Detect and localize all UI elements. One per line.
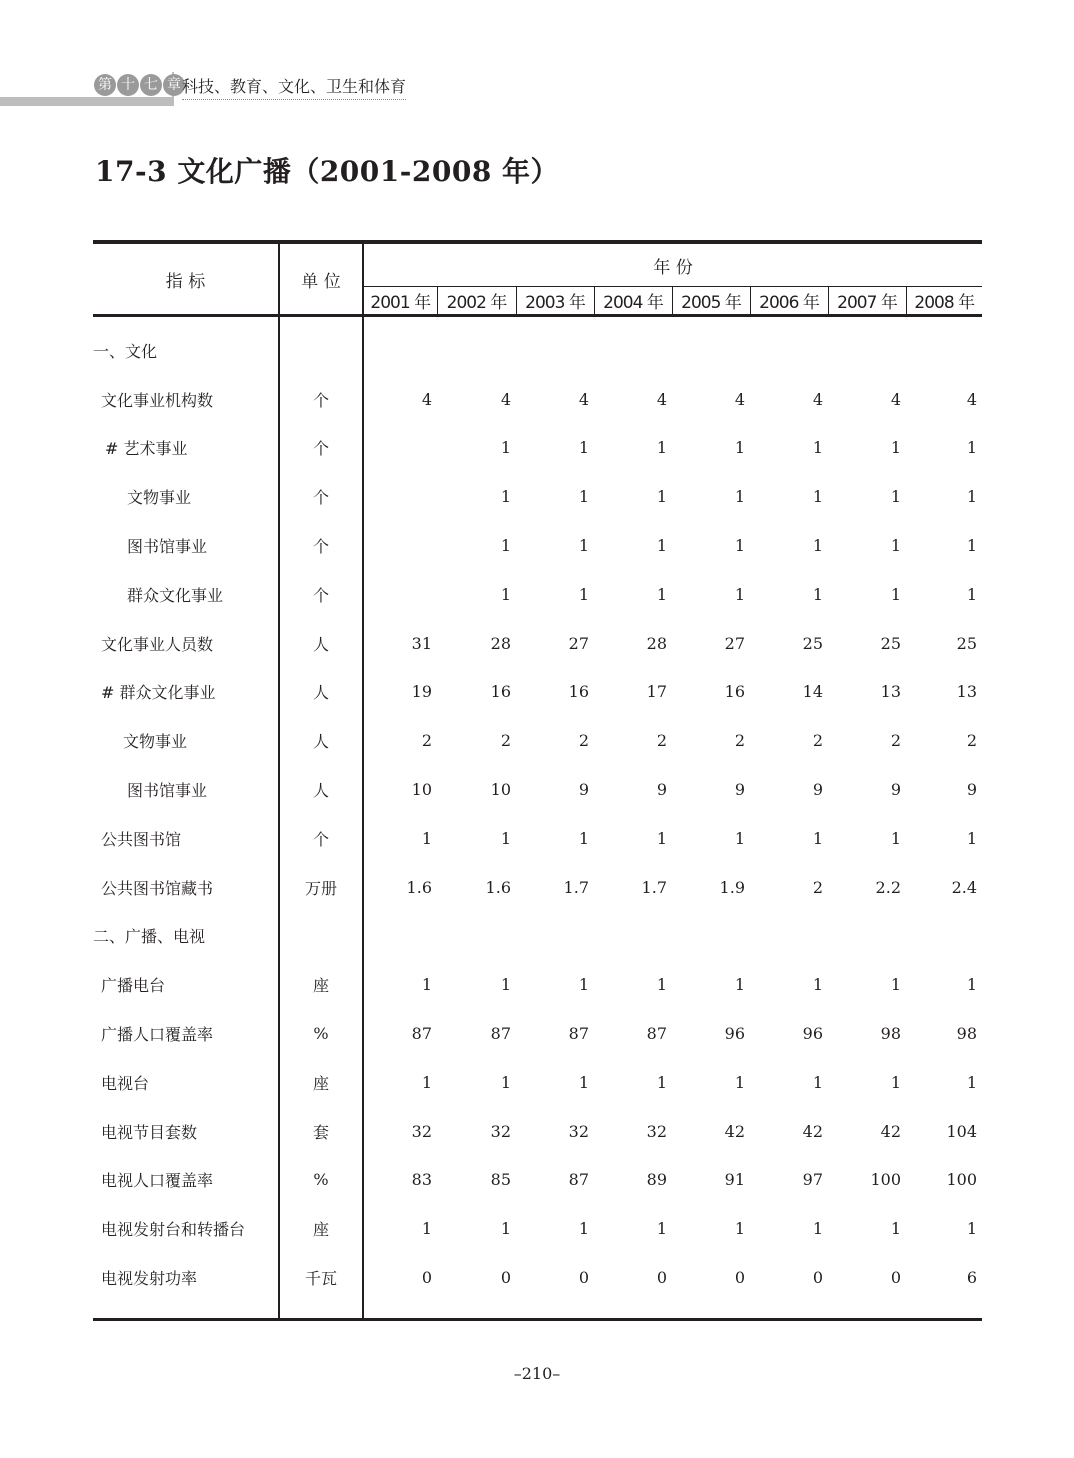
value-cell: 1 [890, 536, 901, 556]
value-cell: 1 [500, 1072, 511, 1092]
table-row [93, 619, 982, 668]
value-cell: 89 [646, 1170, 667, 1190]
row-label: 公共图书馆藏书 [93, 863, 279, 912]
value-cell [672, 912, 750, 961]
row-unit: 人 [279, 619, 363, 668]
value-cell: 1 [734, 828, 745, 848]
value-cell: 2 [812, 877, 823, 897]
year-header: 2004 年 [594, 287, 672, 316]
value-cell: 9 [734, 780, 745, 800]
value-cell [437, 912, 516, 961]
page-number: –210– [513, 1364, 561, 1383]
value-cell: 9 [966, 780, 978, 800]
value-cell: 104 [946, 1121, 978, 1141]
value-cell: 13 [880, 682, 901, 702]
value-cell: 1 [812, 975, 823, 995]
value-cell: 1 [966, 1072, 978, 1092]
value-cell: 2 [734, 731, 745, 751]
row-label: 一、文化 [93, 326, 279, 375]
table-row [93, 716, 982, 765]
year-header: 2002 年 [437, 287, 516, 316]
value-cell: 1 [656, 584, 667, 604]
value-cell: 28 [490, 633, 511, 653]
data-table [93, 240, 982, 1321]
value-cell: 25 [956, 633, 978, 653]
value-cell: 2 [500, 731, 511, 751]
row-unit: 人 [279, 716, 363, 765]
table-row [93, 1253, 982, 1302]
value-cell: 14 [802, 682, 823, 702]
value-cell: 2.4 [951, 877, 978, 897]
value-cell: 1 [966, 487, 978, 507]
table-row [93, 765, 982, 814]
value-cell: 1 [500, 828, 511, 848]
value-cell: 87 [411, 1024, 432, 1044]
value-cell: 0 [812, 1268, 823, 1288]
row-label: # 群众文化事业 [93, 668, 279, 717]
value-cell: 17 [646, 682, 667, 702]
value-cell: 10 [411, 780, 432, 800]
value-cell: 16 [568, 682, 589, 702]
row-label: 文物事业 [93, 472, 279, 521]
value-cell: 1 [578, 1072, 589, 1092]
value-cell [594, 326, 672, 375]
value-cell: 1 [812, 536, 823, 556]
value-cell [363, 472, 437, 521]
table-row [93, 521, 982, 570]
table-row [93, 1058, 982, 1107]
value-cell: 1 [500, 584, 511, 604]
row-label: 电视发射台和转播台 [93, 1204, 279, 1253]
value-cell: 32 [568, 1121, 589, 1141]
col-years-group-header: 年 份 [653, 257, 693, 278]
value-cell [363, 326, 437, 375]
value-cell: 42 [802, 1121, 823, 1141]
row-unit: 个 [279, 521, 363, 570]
value-cell: 1 [890, 584, 901, 604]
value-cell: 1 [421, 1219, 432, 1239]
table-row [93, 668, 982, 717]
chapter-badge [94, 74, 185, 96]
row-label: 电视台 [93, 1058, 279, 1107]
value-cell [516, 912, 594, 961]
value-cell: 1 [734, 438, 745, 458]
value-cell: 1 [812, 828, 823, 848]
value-cell: 1 [966, 975, 978, 995]
row-unit: 人 [279, 668, 363, 717]
row-unit [279, 912, 363, 961]
value-cell [594, 912, 672, 961]
value-cell [516, 326, 594, 375]
value-cell: 1 [812, 1072, 823, 1092]
value-cell: 83 [411, 1170, 432, 1190]
value-cell: 1 [421, 828, 432, 848]
value-cell: 1 [812, 438, 823, 458]
value-cell: 98 [956, 1024, 978, 1044]
year-header: 2005 年 [672, 287, 750, 316]
value-cell: 1 [966, 828, 978, 848]
row-unit: 座 [279, 1058, 363, 1107]
chapter-char: 章 [163, 74, 185, 96]
value-cell: 1 [966, 536, 978, 556]
row-label: 图书馆事业 [93, 521, 279, 570]
table-row [93, 570, 982, 619]
value-cell: 4 [421, 389, 432, 409]
row-label: 公共图书馆 [93, 814, 279, 863]
value-cell: 27 [724, 633, 745, 653]
row-unit: 座 [279, 960, 363, 1009]
value-cell: 9 [578, 780, 589, 800]
value-cell: 87 [568, 1024, 589, 1044]
row-label: 广播人口覆盖率 [93, 1009, 279, 1058]
chapter-char: 第 [94, 74, 116, 96]
value-cell: 1 [890, 828, 901, 848]
value-cell: 2 [890, 731, 901, 751]
row-unit: 个 [279, 570, 363, 619]
value-cell: 87 [646, 1024, 667, 1044]
value-cell: 1 [578, 975, 589, 995]
table-row [93, 814, 982, 863]
table-row [93, 472, 982, 521]
value-cell: 9 [890, 780, 901, 800]
col-indicator-header: 指 标 [93, 242, 279, 316]
value-cell: 1 [812, 487, 823, 507]
value-cell: 2 [578, 731, 589, 751]
value-cell: 1 [734, 584, 745, 604]
value-cell: 9 [656, 780, 667, 800]
value-cell: 0 [578, 1268, 589, 1288]
value-cell: 1 [578, 487, 589, 507]
value-cell: 1 [966, 1219, 978, 1239]
value-cell: 98 [880, 1024, 901, 1044]
row-label: 电视发射功率 [93, 1253, 279, 1302]
value-cell: 32 [490, 1121, 511, 1141]
table-row [93, 326, 982, 375]
row-unit: 套 [279, 1107, 363, 1156]
table-row [93, 1107, 982, 1156]
value-cell: 25 [880, 633, 901, 653]
row-unit: 个 [279, 472, 363, 521]
value-cell: 1 [500, 438, 511, 458]
value-cell: 1 [578, 1219, 589, 1239]
value-cell: 1 [656, 1072, 667, 1092]
value-cell: 4 [966, 389, 978, 409]
page-title: 17-3 文化广播（2001-2008 年） [95, 155, 560, 188]
row-unit: 个 [279, 424, 363, 473]
table-row [93, 960, 982, 1009]
row-unit: 个 [279, 375, 363, 424]
value-cell: 1 [421, 975, 432, 995]
table-row [93, 863, 982, 912]
row-label: 广播电台 [93, 960, 279, 1009]
value-cell: 13 [956, 682, 978, 702]
year-header: 2007 年 [828, 287, 906, 316]
value-cell: 1 [734, 1072, 745, 1092]
value-cell: 1 [656, 438, 667, 458]
value-cell: 100 [870, 1170, 901, 1190]
section-title: 科技、教育、文化、卫生和体育 [182, 74, 406, 100]
value-cell [750, 912, 828, 961]
value-cell [363, 912, 437, 961]
header-bar [0, 97, 172, 106]
row-label: 文化事业机构数 [93, 375, 279, 424]
value-cell: 1 [578, 584, 589, 604]
row-unit: % [279, 1156, 363, 1205]
value-cell: 2 [966, 731, 978, 751]
value-cell: 1 [812, 1219, 823, 1239]
value-cell: 42 [880, 1121, 901, 1141]
year-header: 2006 年 [750, 287, 828, 316]
value-cell: 97 [802, 1170, 823, 1190]
value-cell: 1 [500, 1219, 511, 1239]
value-cell: 25 [802, 633, 823, 653]
value-cell [906, 326, 982, 375]
value-cell: 1.7 [641, 877, 667, 897]
year-header: 2008 年 [906, 287, 982, 316]
table-row [93, 912, 982, 961]
value-cell: 19 [411, 682, 432, 702]
value-cell: 0 [500, 1268, 511, 1288]
value-cell: 96 [724, 1024, 745, 1044]
row-label: 二、广播、电视 [93, 912, 279, 961]
value-cell: 87 [490, 1024, 511, 1044]
value-cell: 42 [724, 1121, 745, 1141]
value-cell: 1 [734, 1219, 745, 1239]
row-label: # 艺术事业 [93, 424, 279, 473]
value-cell [906, 912, 982, 961]
value-cell: 1 [812, 584, 823, 604]
value-cell: 4 [656, 389, 667, 409]
value-cell: 4 [578, 389, 589, 409]
table-row [93, 1009, 982, 1058]
row-unit: 万册 [279, 863, 363, 912]
row-unit: 千瓦 [279, 1253, 363, 1302]
value-cell: 16 [490, 682, 511, 702]
value-cell: 0 [734, 1268, 745, 1288]
value-cell: 4 [500, 389, 511, 409]
value-cell: 1 [656, 536, 667, 556]
value-cell [363, 521, 437, 570]
value-cell [672, 326, 750, 375]
value-cell: 27 [568, 633, 589, 653]
row-label: 电视节目套数 [93, 1107, 279, 1156]
value-cell [828, 912, 906, 961]
value-cell [750, 326, 828, 375]
value-cell: 32 [646, 1121, 667, 1141]
table-row [93, 1156, 982, 1205]
year-header: 2001 年 [363, 287, 437, 316]
row-label: 文物事业 [93, 716, 279, 765]
row-label: 文化事业人员数 [93, 619, 279, 668]
value-cell: 2 [421, 731, 432, 751]
value-cell: 1 [890, 975, 901, 995]
value-cell: 1.9 [719, 877, 745, 897]
value-cell: 0 [890, 1268, 901, 1288]
row-label: 群众文化事业 [93, 570, 279, 619]
value-cell: 4 [812, 389, 823, 409]
value-cell: 28 [646, 633, 667, 653]
value-cell [363, 424, 437, 473]
value-cell: 1.6 [485, 877, 511, 897]
value-cell: 1 [421, 1072, 432, 1092]
value-cell: 1 [734, 536, 745, 556]
year-header: 2003 年 [516, 287, 594, 316]
value-cell: 16 [724, 682, 745, 702]
value-cell: 0 [656, 1268, 667, 1288]
value-cell: 1 [966, 438, 978, 458]
row-unit [279, 326, 363, 375]
value-cell: 1 [890, 1072, 901, 1092]
value-cell: 1 [890, 1219, 901, 1239]
row-label: 图书馆事业 [93, 765, 279, 814]
value-cell: 6 [966, 1268, 978, 1288]
value-cell: 2 [656, 731, 667, 751]
row-unit: 座 [279, 1204, 363, 1253]
value-cell: 1 [890, 487, 901, 507]
value-cell: 1 [578, 438, 589, 458]
value-cell: 1 [966, 584, 978, 604]
value-cell: 2.2 [875, 877, 901, 897]
value-cell [437, 326, 516, 375]
value-cell: 1 [656, 828, 667, 848]
value-cell: 91 [724, 1170, 745, 1190]
value-cell: 1 [656, 487, 667, 507]
value-cell [828, 326, 906, 375]
value-cell: 85 [490, 1170, 511, 1190]
chapter-char: 七 [140, 74, 162, 96]
row-unit: 个 [279, 814, 363, 863]
value-cell: 1 [500, 487, 511, 507]
value-cell: 32 [411, 1121, 432, 1141]
value-cell: 4 [734, 389, 745, 409]
value-cell: 87 [568, 1170, 589, 1190]
value-cell: 0 [421, 1268, 432, 1288]
value-cell: 1 [656, 1219, 667, 1239]
row-unit: % [279, 1009, 363, 1058]
table-row [93, 1204, 982, 1253]
value-cell: 2 [812, 731, 823, 751]
row-unit: 人 [279, 765, 363, 814]
value-cell: 1.6 [406, 877, 432, 897]
value-cell: 100 [946, 1170, 978, 1190]
value-cell: 1 [578, 828, 589, 848]
value-cell: 1 [734, 487, 745, 507]
value-cell: 4 [890, 389, 901, 409]
value-cell: 31 [411, 633, 432, 653]
value-cell: 9 [812, 780, 823, 800]
value-cell: 1 [578, 536, 589, 556]
value-cell: 10 [490, 780, 511, 800]
value-cell: 1 [734, 975, 745, 995]
col-unit-header: 单 位 [279, 242, 363, 316]
value-cell [363, 570, 437, 619]
value-cell: 1 [656, 975, 667, 995]
value-cell: 1 [500, 975, 511, 995]
row-label: 电视人口覆盖率 [93, 1156, 279, 1205]
value-cell: 1.7 [563, 877, 589, 897]
value-cell: 96 [802, 1024, 823, 1044]
table-row [93, 424, 982, 473]
chapter-char: 十 [117, 74, 139, 96]
value-cell: 1 [890, 438, 901, 458]
table-row [93, 375, 982, 424]
value-cell: 1 [500, 536, 511, 556]
